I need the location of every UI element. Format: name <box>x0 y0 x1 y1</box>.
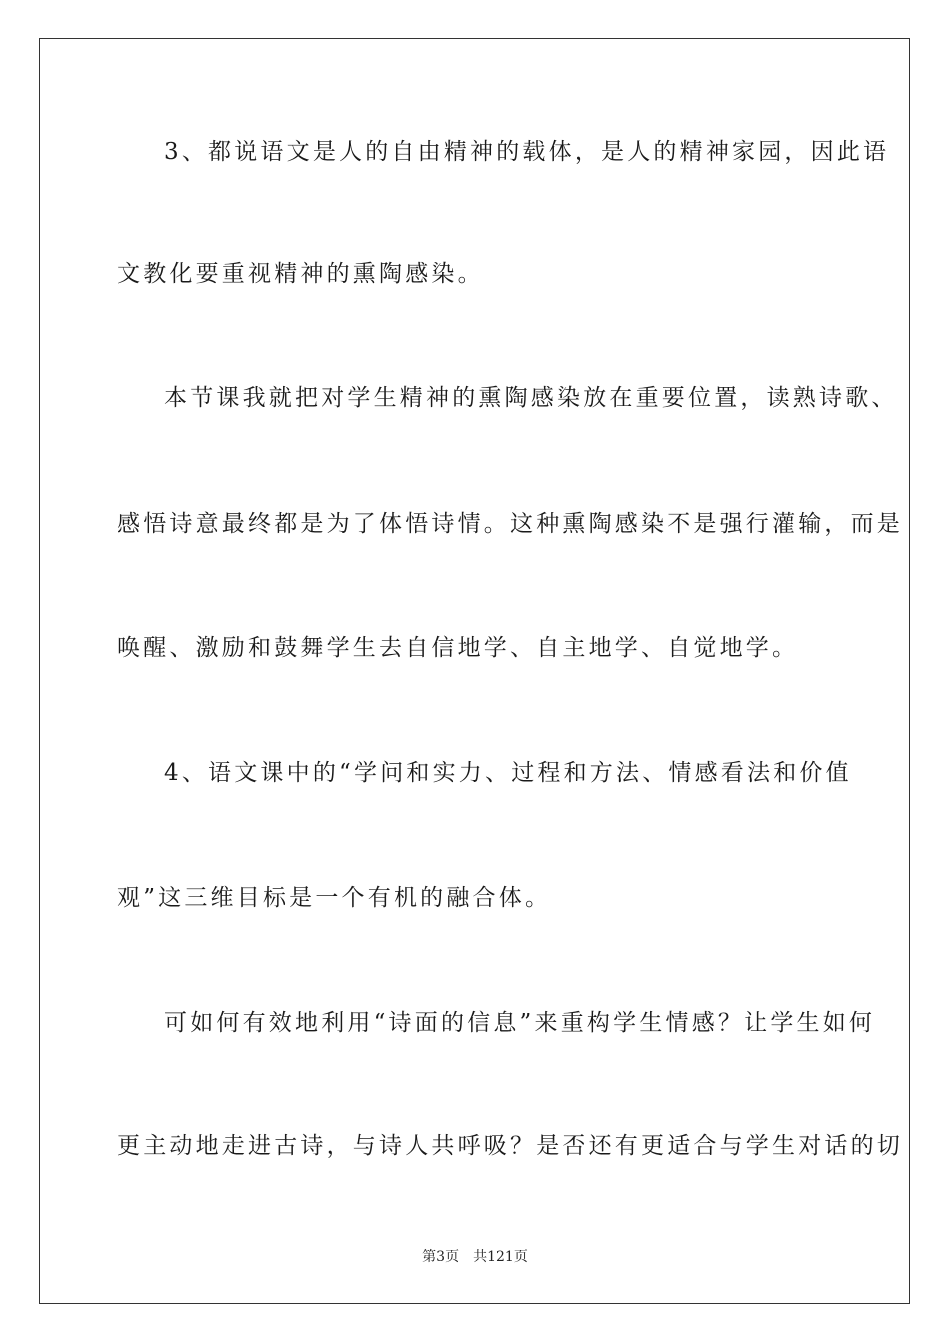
page-border <box>39 38 910 1304</box>
paragraph-2-line-1: 本节课我就把对学生精神的熏陶感染放在重要位置，读熟诗歌、 <box>164 385 898 411</box>
paragraph-4-line-2: 更主动地走进古诗，与诗人共呼吸？是否还有更适合与学生对话的切 <box>117 1133 903 1159</box>
page-footer <box>0 1248 950 1266</box>
total-pages: 共121页 <box>473 1249 528 1265</box>
paragraph-1-line-1: 3、都说语文是人的自由精神的载体，是人的精神家园，因此语 <box>164 139 890 165</box>
paragraph-2-line-3: 唤醒、激励和鼓舞学生去自信地学、自主地学、自觉地学。 <box>117 635 799 661</box>
page-number: 第3页 <box>422 1249 460 1265</box>
paragraph-2-line-2: 感悟诗意最终都是为了体悟诗情。这种熏陶感染不是强行灌输，而是 <box>117 511 903 537</box>
paragraph-3-line-1: 4、语文课中的“学问和实力、过程和方法、情感看法和价值 <box>164 760 852 786</box>
paragraph-3-line-2: 观”这三维目标是一个有机的融合体。 <box>117 885 552 911</box>
paragraph-1-line-2: 文教化要重视精神的熏陶感染。 <box>117 261 484 287</box>
paragraph-4-line-1: 可如何有效地利用“诗面的信息”来重构学生情感？让学生如何 <box>164 1010 876 1036</box>
